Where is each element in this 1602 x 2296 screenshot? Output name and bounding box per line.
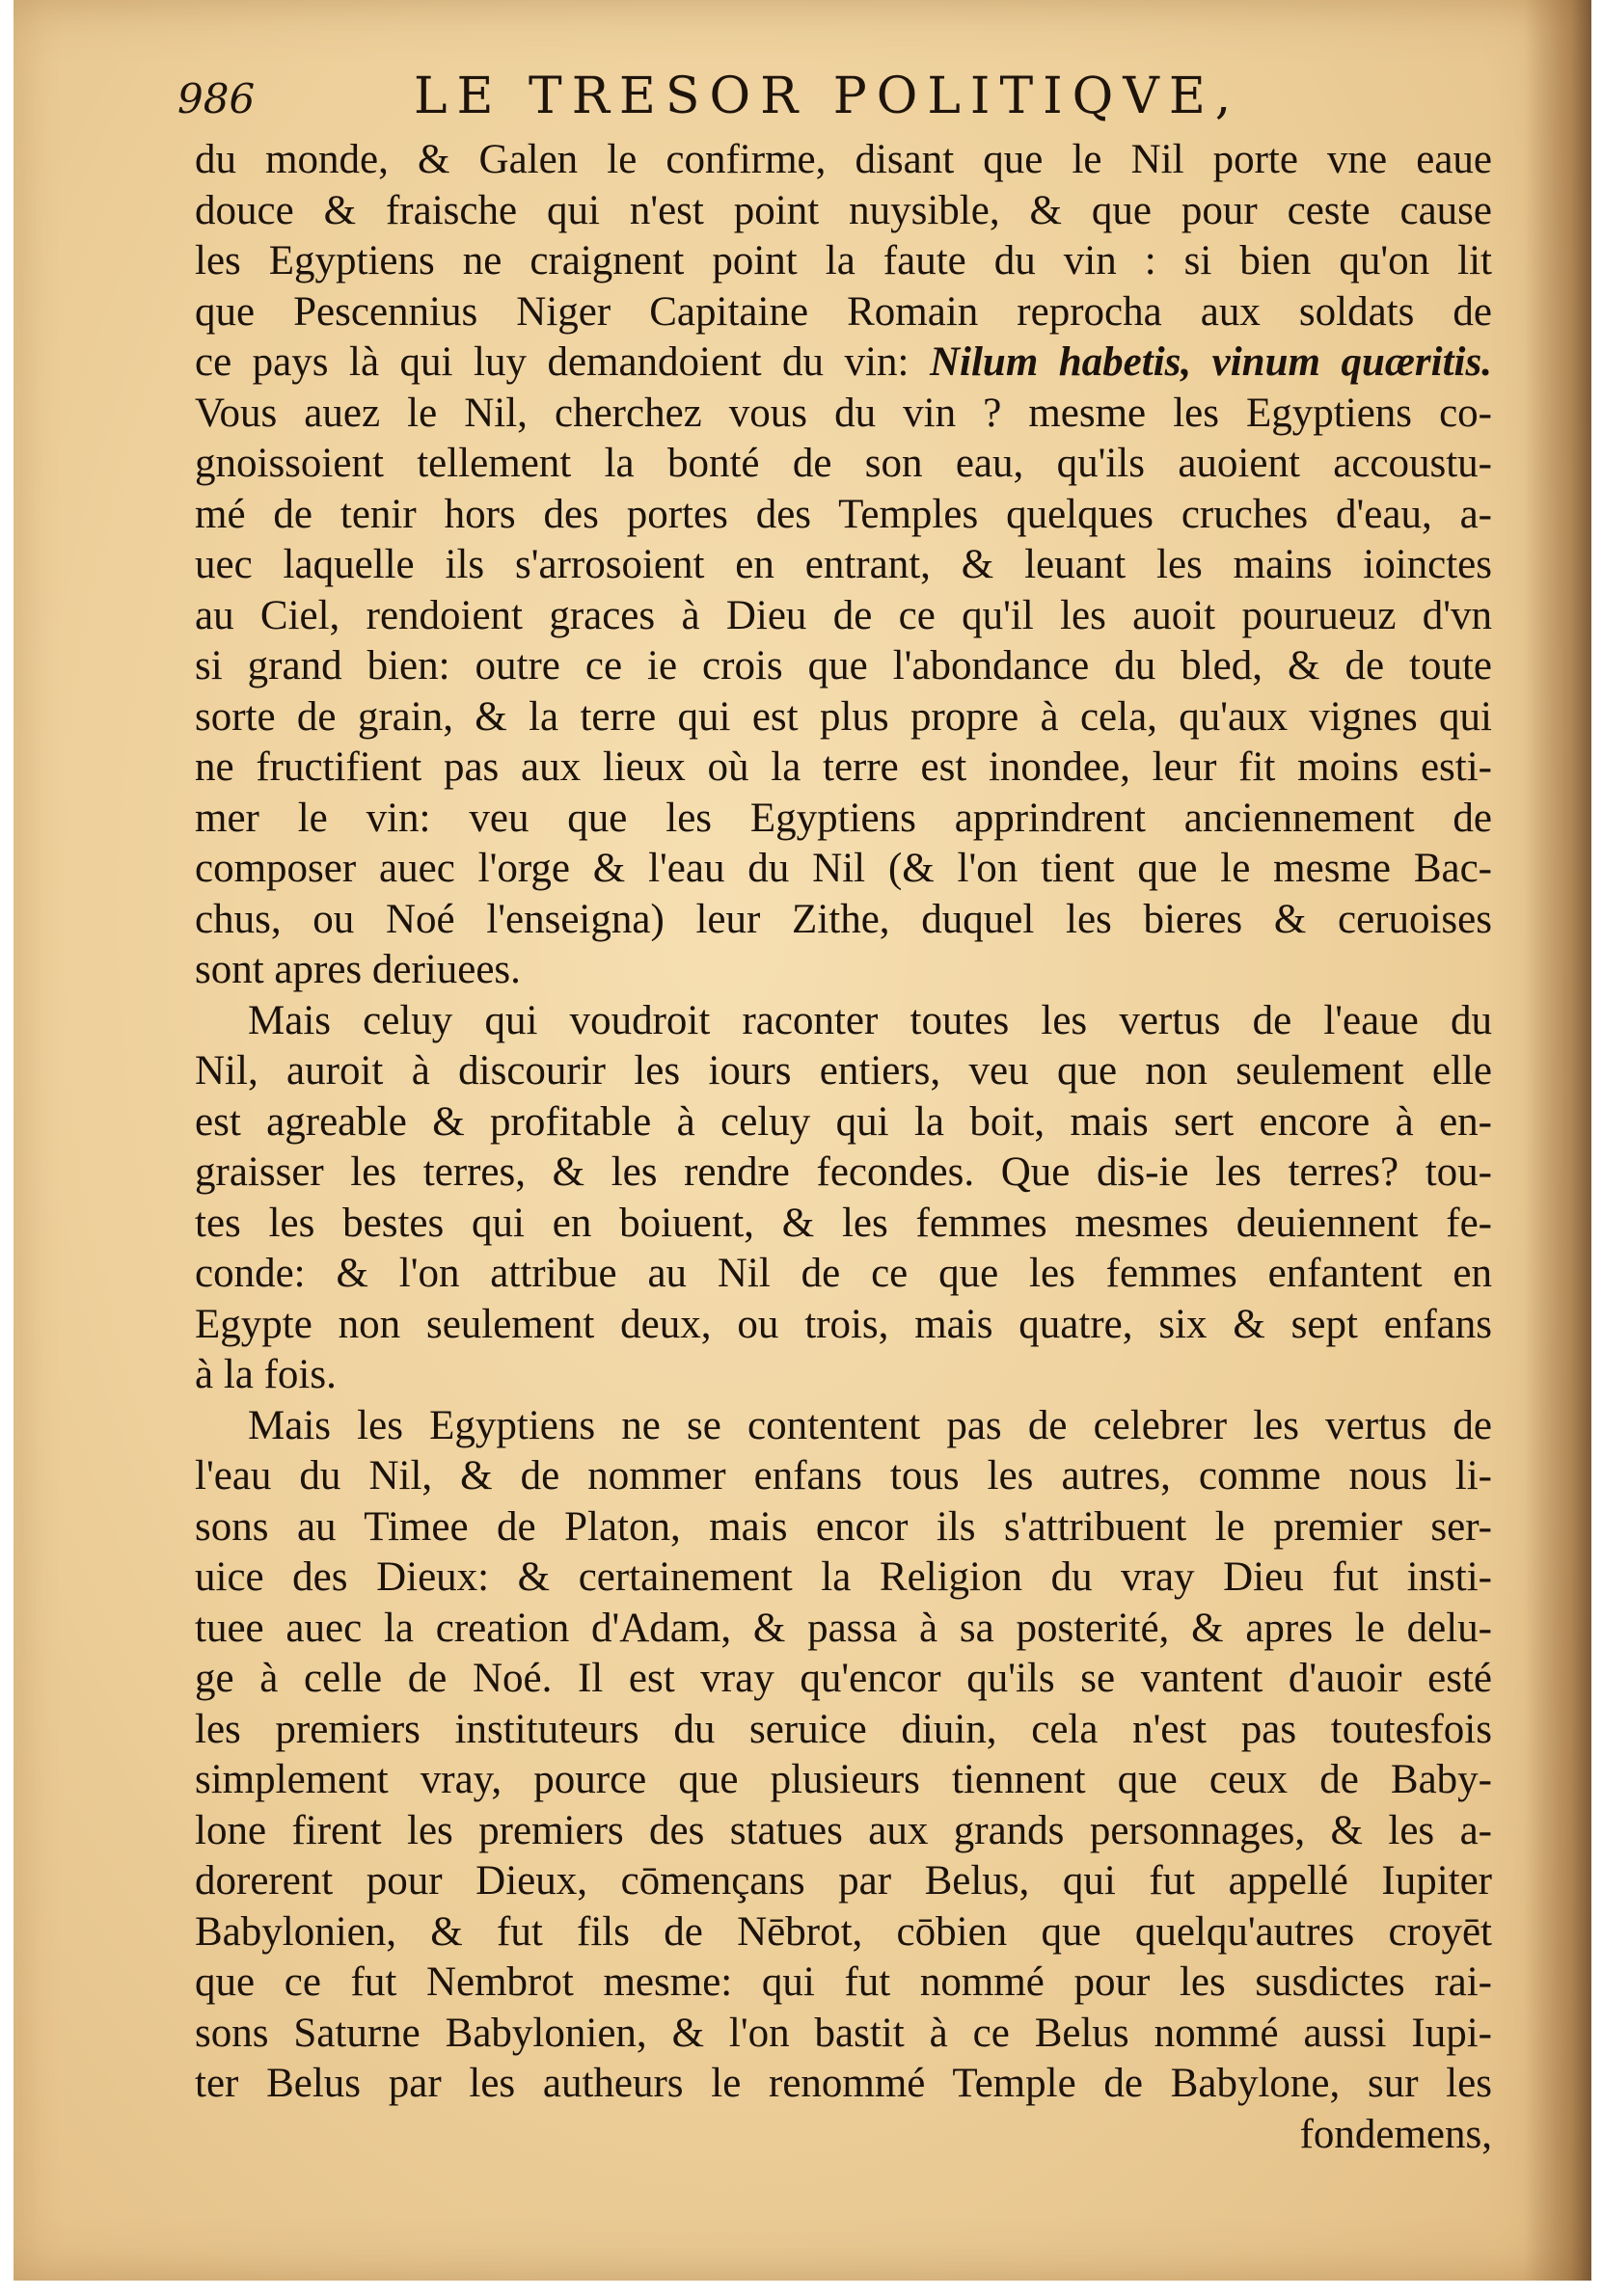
- text-line-content: graisser les terres, & les rendre fecondes. Que dis-ie les terres? tou-: [195, 1149, 1492, 1195]
- text-line-content: gnoissoient tellement la bonté de son eau, qu'ils auoient accoustu-: [195, 441, 1492, 486]
- text-line: [195, 338, 1492, 389]
- book-page: [14, 0, 1591, 2281]
- text-line: [195, 1046, 1492, 1097]
- text-line: [195, 1451, 1492, 1502]
- text-line-content: mer le vin: veu que les Egyptiens apprindrent anciennement de: [195, 795, 1492, 841]
- text-line: [195, 591, 1492, 642]
- text-line: [195, 1300, 1492, 1351]
- text-line: [195, 1654, 1492, 1705]
- text-line-content: Nil, auroit à discourir les iours entiers, veu que non seulement elle: [195, 1048, 1492, 1094]
- text-line: [195, 1249, 1492, 1300]
- text-line: [195, 1755, 1492, 1806]
- text-line: [195, 1705, 1492, 1756]
- text-line-content: composer auec l'orge & l'eau du Nil (& l'on tient que le mesme Bac-: [195, 846, 1492, 891]
- page-number: 986: [177, 75, 256, 122]
- text-line-content: douce & fraische qui n'est point nuysible, & que pour ceste cause: [195, 187, 1492, 233]
- text-line: [195, 895, 1492, 946]
- text-line-content: si grand bien: outre ce ie crois que l'abondance du bled, & de toute: [195, 643, 1492, 689]
- text-line-content: les Egyptiens ne craignent point la faute du vin : si bien qu'on lit: [195, 238, 1492, 284]
- text-line-content: mé de tenir hors des portes des Temples quelques cruches d'eau, a-: [195, 491, 1492, 537]
- text-line-content: simplement vray, pource que plusieurs tiennent que ceux de Baby-: [195, 1757, 1492, 1802]
- text-line-content: uice des Dieux: & certainement la Religion du vray Dieu fut insti-: [195, 1554, 1492, 1600]
- text-line: [195, 743, 1492, 794]
- text-line: [195, 945, 1492, 996]
- text-line-content: à la fois.: [195, 1352, 337, 1397]
- text-line-content: dorerent pour Dieux, cōmençans par Belus, qui fut appellé Iupiter: [195, 1858, 1492, 1904]
- text-line-content: Babylonien, & fut fils de Nēbrot, cōbien que quelqu'autres croyēt: [195, 1908, 1492, 1955]
- text-line: [195, 1806, 1492, 1857]
- text-line: [195, 641, 1492, 692]
- text-line-content: Mais les Egyptiens ne se contentent pas de celebrer les vertus de: [248, 1402, 1492, 1448]
- text-line: [195, 2059, 1492, 2110]
- text-line-content: Vous auez le Nil, cherchez vous du vin ? mesme les Egyptiens co-: [195, 390, 1492, 436]
- text-line-content: les premiers instituteurs du seruice diuin, cela n'est pas toutesfois: [195, 1706, 1492, 1752]
- text-line: [195, 1148, 1492, 1199]
- text-line-content: que ce fut Nembrot mesme: qui fut nommé pour les susdictes rai-: [195, 1959, 1492, 2005]
- text-line: [195, 135, 1492, 186]
- text-line: [195, 1856, 1492, 1907]
- page-gutter-shadow: [1524, 0, 1591, 2281]
- text-line-content: du monde, & Galen le confirme, disant que le Nil porte vne eaue: [195, 137, 1492, 182]
- text-line: [195, 540, 1492, 591]
- text-line: [195, 1097, 1492, 1148]
- text-line-content: fondemens,: [1299, 2111, 1492, 2157]
- text-line-content: est agreable & profitable à celuy qui la boit, mais sert encore à en-: [195, 1098, 1492, 1145]
- text-line: [195, 2009, 1492, 2060]
- text-line-content: sons au Timee de Platon, mais encor ils s'attribuent le premier ser-: [195, 1503, 1492, 1550]
- text-line-content: tuee auec la creation d'Adam, & passa à sa posterité, & apres le delu-: [195, 1605, 1492, 1651]
- running-head: [177, 56, 1296, 133]
- text-line-content: l'eau du Nil, & de nommer enfans tous les autres, comme nous li-: [195, 1453, 1492, 1499]
- text-line: [195, 1350, 1492, 1401]
- latin-quotation: Nilum habetis, vinum quæritis.: [929, 339, 1492, 385]
- text-line: [195, 186, 1492, 237]
- text-line: [195, 1401, 1492, 1452]
- text-line-content: chus, ou Noé l'enseigna) leur Zithe, duquel les bieres & ceruoises: [195, 896, 1492, 942]
- text-line: [195, 236, 1492, 287]
- text-line-content: Egypte non seulement deux, ou trois, mais quatre, six & sept enfans: [195, 1301, 1492, 1347]
- text-line: [195, 2110, 1492, 2161]
- text-line: [195, 844, 1492, 895]
- text-line: [195, 490, 1492, 541]
- text-line-content: ge à celle de Noé. Il est vray qu'encor qu'ils se vantent d'auoir esté: [195, 1656, 1492, 1701]
- text-line-content: ce pays là qui luy demandoient du vin:: [195, 339, 930, 385]
- text-line-content: au Ciel, rendoient graces à Dieu de ce qu'il les auoit pourueuz d'vn: [195, 592, 1492, 638]
- text-line: [195, 439, 1492, 490]
- text-line-content: sons Saturne Babylonien, & l'on bastit à ce Belus nommé aussi Iupi-: [195, 2010, 1492, 2056]
- text-line: [195, 1199, 1492, 1250]
- running-title: LE TRESOR POLITIQVE,: [414, 68, 1241, 125]
- text-line: [195, 287, 1492, 338]
- text-line: [195, 1958, 1492, 2009]
- text-line: [195, 692, 1492, 743]
- body-text: [195, 135, 1492, 2160]
- text-line: [195, 1502, 1492, 1553]
- text-line-content: lone firent les premiers des statues aux grands personnages, & les a-: [195, 1807, 1492, 1853]
- text-line-content: que Pescennius Niger Capitaine Romain reprocha aux soldats de: [195, 288, 1492, 335]
- text-line-content: ne fructifient pas aux lieux où la terre est inondee, leur fit moins esti-: [195, 744, 1492, 790]
- text-line-content: ter Belus par les autheurs le renommé Temple de Babylone, sur les: [195, 2061, 1492, 2106]
- text-line-content: sorte de grain, & la terre qui est plus propre à cela, qu'aux vignes qui: [195, 693, 1492, 740]
- text-line: [195, 996, 1492, 1047]
- text-line: [195, 389, 1492, 440]
- text-line-content: uec laquelle ils s'arrosoient en entrant, & leuant les mains ioinctes: [195, 542, 1492, 587]
- text-line-content: conde: & l'on attribue au Nil de ce que les femmes enfantent en: [195, 1251, 1492, 1296]
- text-line: [195, 794, 1492, 845]
- text-line: [195, 1907, 1492, 1958]
- text-line: [195, 1553, 1492, 1604]
- text-line: [195, 1604, 1492, 1655]
- text-line-content: sont apres deriuees.: [195, 947, 521, 992]
- text-line-content: Mais celuy qui voudroit raconter toutes les vertus de l'eaue du: [248, 997, 1492, 1043]
- text-line-content: tes les bestes qui en boiuent, & les femmes mesmes deuiennent fe-: [195, 1200, 1492, 1246]
